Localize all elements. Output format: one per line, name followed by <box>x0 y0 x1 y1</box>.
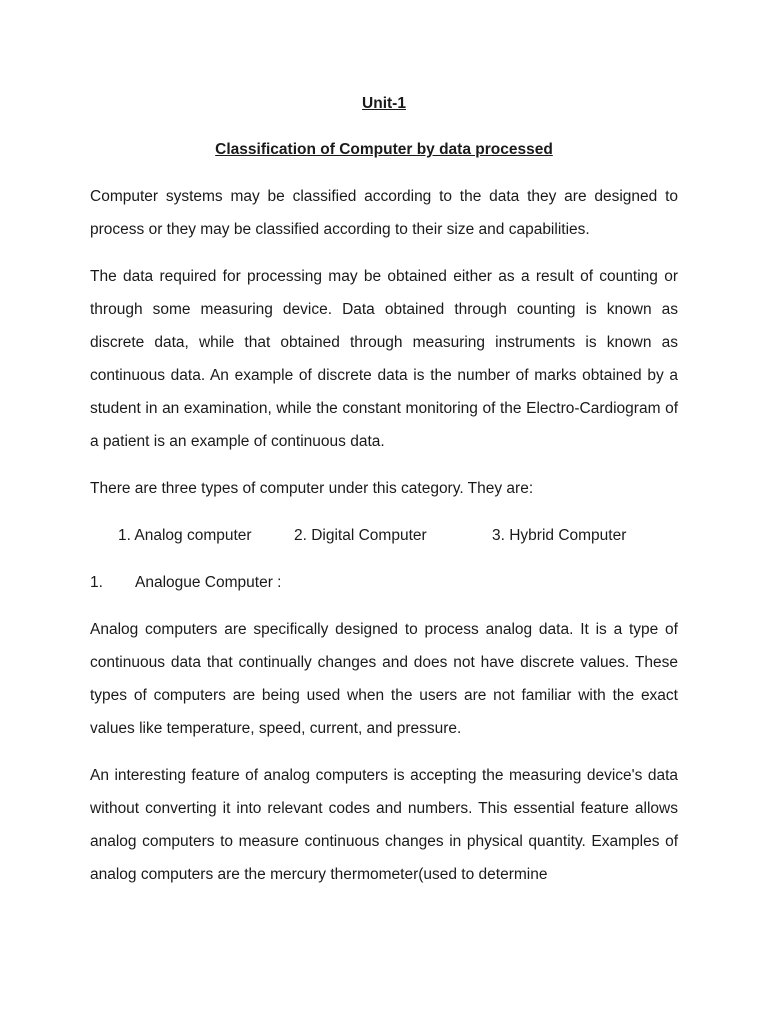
type-item-hybrid: 3. Hybrid Computer <box>492 527 627 544</box>
intro-paragraph: Computer systems may be classified according to the data they are designed to process or they may be classified according to their size and capabilities. <box>90 188 678 238</box>
analogue-computer-heading <box>90 566 678 599</box>
heading-text: Analogue Computer : <box>135 574 282 591</box>
type-item-digital: 2. Digital Computer <box>294 527 427 544</box>
heading-number: 1. <box>90 574 103 591</box>
unit-title: Unit-1 <box>362 95 406 112</box>
analog-feature-paragraph: An interesting feature of analog computers is accepting the measuring device's data without converting it into relevant codes and numbers. This essential feature allows analog computers to measure continuous changes in physical quantity. Examples of analog computers are the mercury thermometer(used to determine <box>90 767 678 883</box>
section-title: Classification of Computer by data processed <box>215 141 553 158</box>
computer-types-list <box>90 519 678 552</box>
data-types-paragraph: The data required for processing may be obtained either as a result of counting or through some measuring device. Data obtained through counting is known as discrete data, while that obtained through measuring instruments is known as continuous data. An example of discrete data is the number of marks obtained by a student in an examination, while the constant monitoring of the Electro-Cardiogram of a patient is an example of continuous data. <box>90 268 678 450</box>
document-page <box>90 92 678 891</box>
types-intro-paragraph: There are three types of computer under this category. They are: <box>90 480 534 497</box>
type-item-analog: 1. Analog computer <box>118 527 252 544</box>
analog-definition-paragraph: Analog computers are specifically designed to process analog data. It is a type of continuous data that continually changes and does not have discrete values. These types of computers are being used when the users are not familiar with the exact values like temperature, speed, current, and pressure. <box>90 621 678 737</box>
